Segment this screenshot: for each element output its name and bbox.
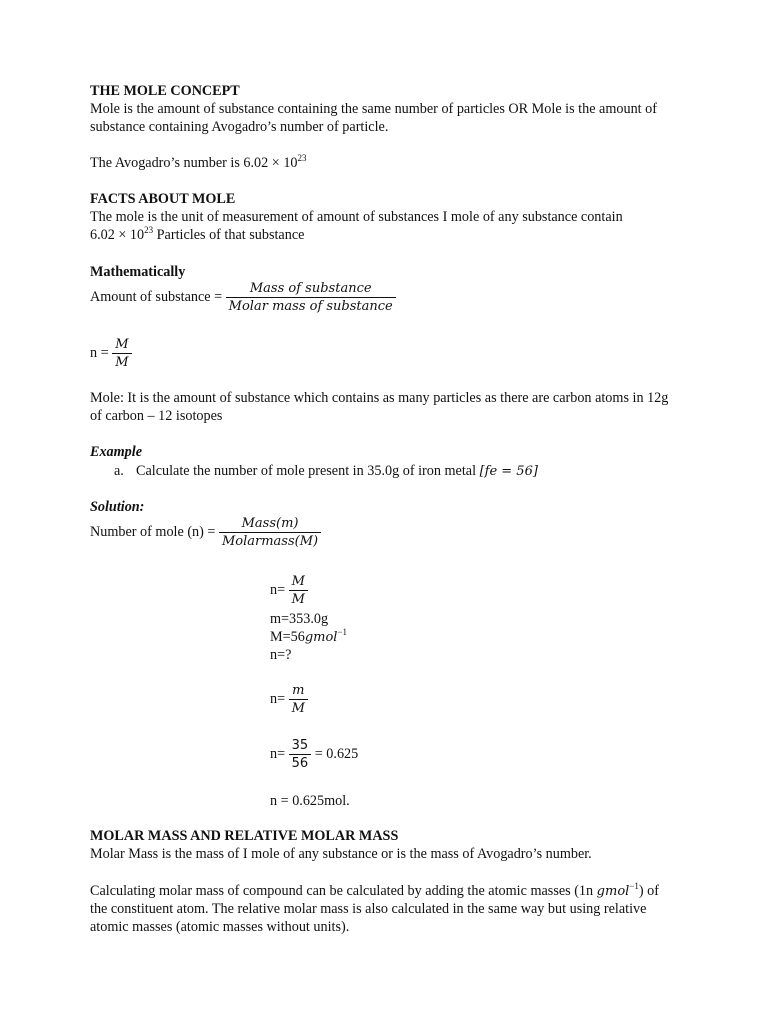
step-3-prefix: M=56 xyxy=(270,629,305,645)
step-1 xyxy=(270,573,308,608)
step-6-denominator: 56 xyxy=(289,754,312,772)
step-6-label: n= xyxy=(270,745,289,762)
step-5-label: n= xyxy=(270,690,289,707)
solution-formula xyxy=(90,515,710,550)
heading-example: Example xyxy=(90,444,143,460)
example-bracket: [fe = 56] xyxy=(479,464,538,479)
amount-fraction xyxy=(226,280,396,315)
step-2: m=353.0g xyxy=(270,611,329,627)
facts-suffix: Particles of that substance xyxy=(153,227,305,243)
n-numerator: M xyxy=(115,337,129,352)
para-suffix: ) of xyxy=(638,883,659,899)
step-1-label: n= xyxy=(270,581,289,598)
solution-denominator: Molarmass(M) xyxy=(219,532,321,550)
step-5 xyxy=(270,682,308,717)
heading-mathematically: Mathematically xyxy=(90,264,186,280)
step-3-exponent: −1 xyxy=(337,627,348,637)
list-marker: a. xyxy=(114,463,124,479)
step-5-fraction xyxy=(289,682,308,717)
facts-number: 6.02 × 10 xyxy=(90,227,145,243)
solution-numerator: Mass(m) xyxy=(241,516,299,531)
para-prefix: Calculating molar mass of compound can be calculated by adding the atomic masses (1n xyxy=(90,883,597,899)
molar-mass-para-line-3: atomic masses (atomic masses without units). xyxy=(90,919,350,935)
amount-label: Amount of substance = xyxy=(90,288,226,305)
molar-mass-para-line-1 xyxy=(90,882,710,901)
heading-mole-concept: THE MOLE CONCEPT xyxy=(90,83,240,99)
heading-molar-mass: MOLAR MASS AND RELATIVE MOLAR MASS xyxy=(90,828,399,844)
para-exponent: −1 xyxy=(629,881,639,891)
n-label: n = xyxy=(90,344,113,361)
final-answer: n = 0.625mol. xyxy=(270,793,350,809)
molar-mass-para-line-2: the constituent atom. The relative molar mass is also calculated in the same way but using relative xyxy=(90,901,647,917)
mole-definition-line-1: Mole is the amount of substance containing the same number of particles OR Mole is the amount of xyxy=(90,101,657,117)
solution-fraction xyxy=(219,515,321,550)
step-3 xyxy=(270,628,347,647)
example-item-a xyxy=(114,462,538,481)
molar-mass-line-1: Molar Mass is the mass of I mole of any substance or is the mass of Avogadro’s number. xyxy=(90,846,592,862)
mole-def-line-1: Mole: It is the amount of substance which contains as many particles as there are carbon atoms in 12g xyxy=(90,390,669,406)
facts-line-1: The mole is the unit of measurement of amount of substances I mole of any substance contain xyxy=(90,209,623,225)
facts-exponent: 23 xyxy=(144,225,154,235)
n-formula xyxy=(90,336,710,371)
facts-line-2 xyxy=(90,226,710,244)
step-6-result: = 0.625 xyxy=(311,745,359,762)
mole-definition-line-2: substance containing Avogadro’s number of particle. xyxy=(90,119,389,135)
step-3-unit: gmol xyxy=(304,630,338,645)
heading-facts-about-mole: FACTS ABOUT MOLE xyxy=(90,191,236,207)
amount-formula xyxy=(90,280,710,315)
para-unit: gmol xyxy=(596,884,630,899)
n-fraction xyxy=(112,336,131,371)
n-denominator: M xyxy=(112,353,131,371)
amount-denominator: Molar mass of substance xyxy=(226,297,396,315)
avogadro-number-text: The Avogadro’s number is 6.02 × 10 xyxy=(90,155,298,171)
step-4: n=? xyxy=(270,647,292,663)
step-6-fraction xyxy=(289,737,312,772)
step-1-fraction xyxy=(289,573,308,608)
step-6-numerator: 35 xyxy=(291,738,309,753)
step-5-numerator: m xyxy=(292,683,305,698)
step-1-denominator: M xyxy=(289,590,308,608)
heading-solution: Solution: xyxy=(90,499,145,515)
amount-numerator: Mass of substance xyxy=(249,281,372,296)
step-6 xyxy=(270,737,358,772)
step-1-numerator: M xyxy=(291,574,305,589)
step-5-denominator: M xyxy=(289,699,308,717)
solution-formula-label: Number of mole (n) = xyxy=(90,523,219,540)
avogadro-exponent: 23 xyxy=(297,153,307,163)
example-text: Calculate the number of mole present in 35.0g of iron metal xyxy=(136,463,480,479)
mole-def-line-2: of carbon – 12 isotopes xyxy=(90,408,223,424)
avogadro-number-line xyxy=(90,154,710,172)
